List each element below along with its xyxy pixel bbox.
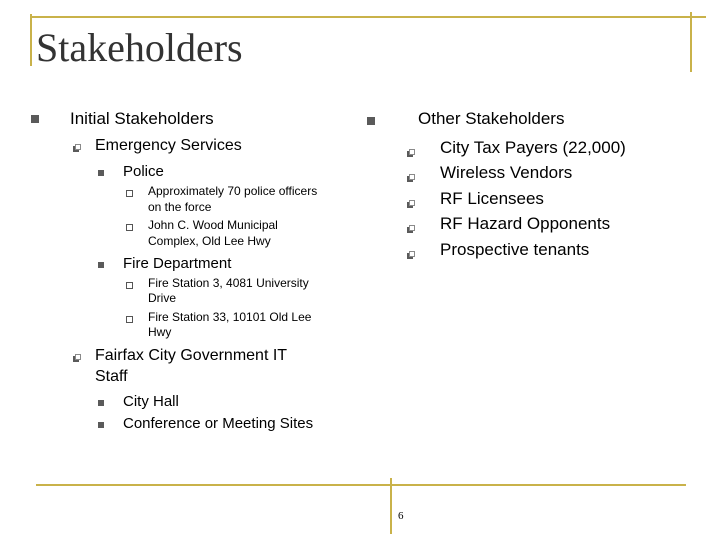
q-bullet-icon: [407, 200, 415, 208]
q-bullet-icon: [73, 144, 81, 152]
square-bullet-icon: [98, 400, 104, 406]
fairfax-it-label: Fairfax City Government IT: [95, 347, 288, 364]
other-stakeholder-item: Wireless Vendors: [440, 163, 573, 182]
frame-right-rule: [690, 12, 692, 72]
slide-title: Stakeholders: [36, 25, 243, 70]
police-detail-line: on the force: [148, 200, 212, 214]
square-bullet-icon: [98, 262, 104, 268]
other-stakeholder-item: City Tax Payers (22,000): [440, 138, 626, 157]
fire-detail-line: Drive: [148, 291, 177, 305]
frame-bottom-rule: [36, 484, 686, 486]
q-bullet-icon: [407, 149, 415, 157]
square-bullet-icon: [98, 170, 104, 176]
other-stakeholder-item: Prospective tenants: [440, 240, 590, 259]
frame-top-rule: [30, 16, 706, 18]
hollow-bullet-icon: [126, 190, 133, 197]
other-stakeholder-item: RF Hazard Opponents: [440, 214, 611, 233]
fairfax-site-item: Conference or Meeting Sites: [123, 415, 314, 432]
hollow-bullet-icon: [126, 316, 133, 323]
square-bullet-icon: [98, 422, 104, 428]
frame-left-rule: [30, 14, 32, 66]
fire-detail-line: Fire Station 33, 10101 Old Lee: [148, 310, 312, 324]
police-detail-line: Approximately 70 police officers: [148, 184, 318, 198]
other-stakeholder-item: RF Licensees: [440, 189, 544, 208]
q-bullet-icon: [407, 174, 415, 182]
square-bullet-icon: [31, 115, 39, 123]
frame-bottom-vertical-rule: [390, 478, 392, 534]
fire-detail-line: Fire Station 3, 4081 University: [148, 276, 309, 290]
hollow-bullet-icon: [126, 224, 133, 231]
police-detail-line: Complex, Old Lee Hwy: [148, 234, 271, 248]
q-bullet-icon: [407, 251, 415, 259]
fairfax-site-item: City Hall: [123, 393, 179, 410]
police-label: Police: [123, 163, 164, 180]
q-bullet-icon: [73, 354, 81, 362]
hollow-bullet-icon: [126, 282, 133, 289]
police-detail-line: John C. Wood Municipal: [148, 218, 278, 232]
initial-stakeholders-heading: Initial Stakeholders: [70, 109, 214, 128]
other-stakeholders-heading: Other Stakeholders: [418, 109, 565, 128]
page-number: 6: [398, 510, 404, 522]
fairfax-it-label: Staff: [95, 368, 128, 385]
fire-department-label: Fire Department: [123, 255, 232, 272]
q-bullet-icon: [407, 225, 415, 233]
square-bullet-icon: [367, 117, 375, 125]
emergency-services-label: Emergency Services: [95, 137, 242, 154]
fire-detail-line: Hwy: [148, 325, 172, 339]
